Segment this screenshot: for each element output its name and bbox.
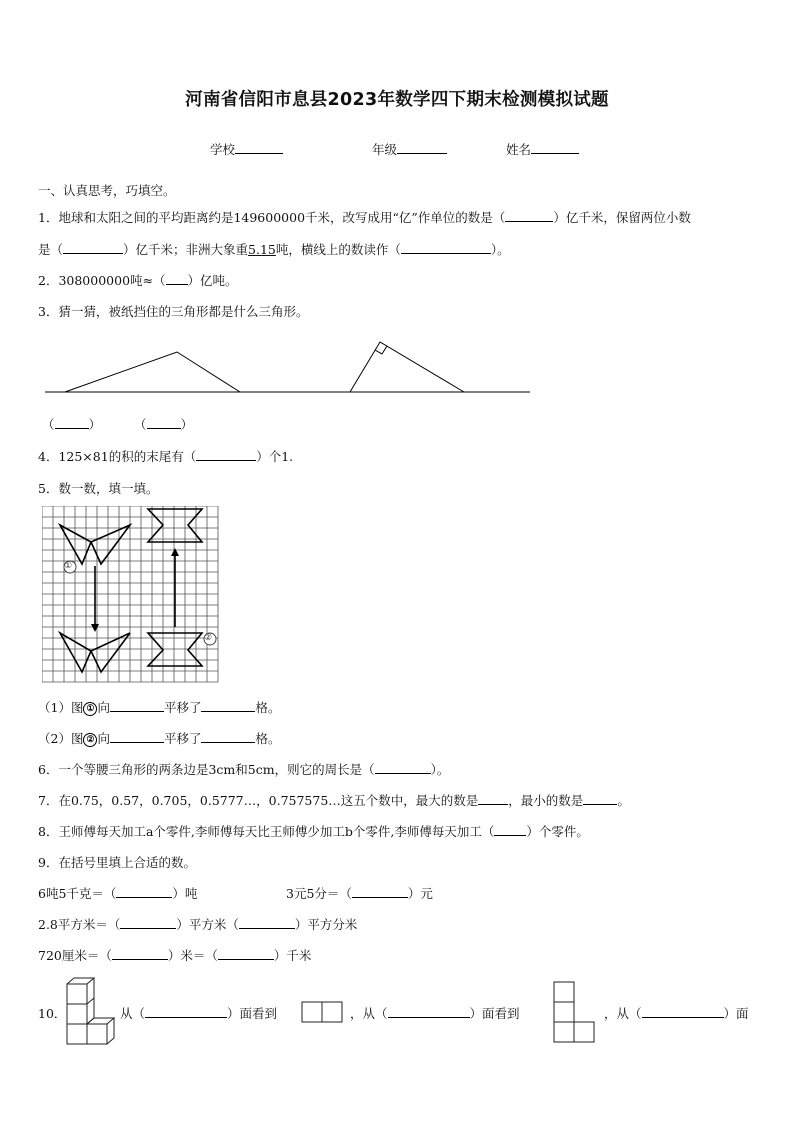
section-heading: 一、认真思考，巧填空。 [38,183,176,198]
name-label: 姓名 [506,142,532,157]
circle-label-1: ① [83,702,97,716]
question-9-row-3: 720厘米＝（ ）米＝（ ）千米 [38,948,312,963]
question-3-answer-2: （ ） [134,417,194,432]
figure-label-1: ① [64,561,73,571]
school-label: 学校 [210,142,236,157]
question-6: 6．一个等腰三角形的两条边是3cm和5cm，则它的周长是（ ）。 [38,762,450,777]
question-10-view-3: ，从（ ）面 [604,1006,749,1021]
question-10-view-2: ，从（ ）面看到 [350,1006,520,1021]
question-5-part-2: （2）图 ② 向 平移了 格。 [38,731,281,746]
question-4: 4．125×81的积的末尾有（ ）个1. [38,449,294,464]
underlined-number: 5.15 [248,242,276,257]
question-8: 8．王师傅每天加工a个零件,李师傅每天比王师傅少加工b个零件,李师傅每天加工（ ）个零件。 [38,824,589,839]
figure-label-2: ② [204,633,213,643]
page-title: 河南省信阳市息县2023年数学四下期末检测模拟试题 [185,90,609,110]
question-10-number: 10． [38,1006,67,1021]
grade-label: 年级 [372,142,398,157]
question-10-view-1: 从（ ）面看到 [120,1006,278,1021]
question-9-row-1b: 3元5分＝（ ）元 [286,886,433,901]
question-9-row-2: 2.8平方米＝（ ）平方米（ ）平方分米 [38,917,358,932]
school-field [210,140,283,158]
question-5-part-1: （1）图 ① 向 平移了 格。 [38,700,281,715]
question-1-line-2: 是（ ）亿千米；非洲大象重5.15吨，横线上的数读作（ ）。 [38,242,510,257]
question-9: 9．在括号里填上合适的数。 [38,855,196,870]
translation-grid-figure [42,506,222,686]
question-9-row-1a: 6吨5千克＝（ ）吨 [38,886,198,901]
hidden-triangles-figure [40,338,540,398]
circle-label-2: ② [83,733,97,747]
grade-field [372,140,447,158]
name-field [506,140,579,158]
view-b-figure [552,980,598,1046]
question-7: 7．在0.75，0.57，0.705，0.5777…，0.757575…这五个数中，最大的数是 ，最小的数是 。 [38,793,630,808]
cube-stack-figure [64,976,116,1048]
question-3: 3．猜一猜，被纸挡住的三角形都是什么三角形。 [38,304,309,319]
question-1-line-1: 1．地球和太阳之间的平均距离约是149600000千米，改写成用“亿”作单位的数是（ ）亿千米，保留两位小数 [38,210,691,225]
view-a-figure [300,1000,346,1024]
question-5: 5．数一数，填一填。 [38,481,159,496]
question-2: 2．308000000吨≈（ ）亿吨。 [38,273,238,288]
question-3-answer-1: （ ） [42,417,102,432]
